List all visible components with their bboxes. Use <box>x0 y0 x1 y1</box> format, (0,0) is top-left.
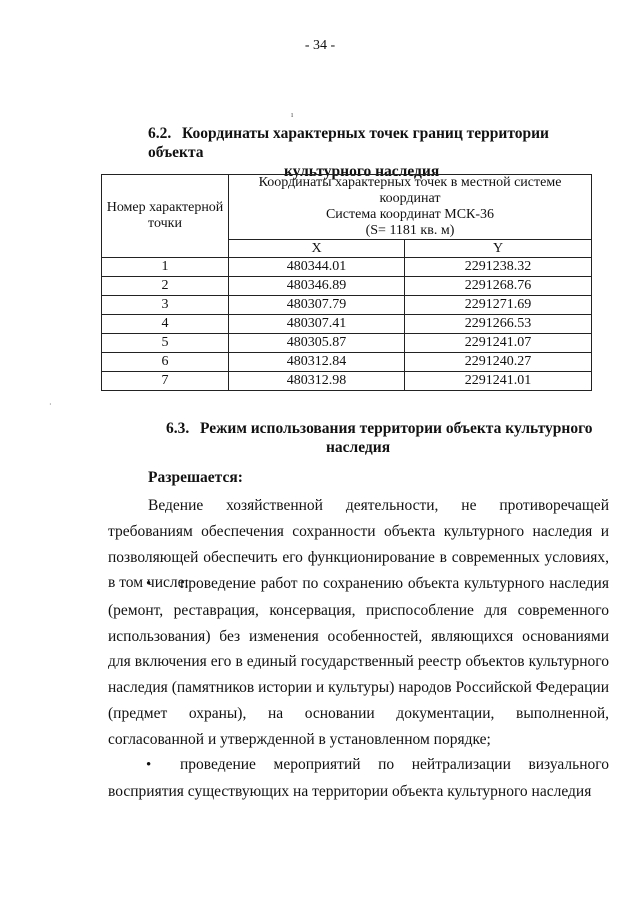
cell-point: 4 <box>102 315 229 334</box>
cell-y: 2291238.32 <box>405 258 592 277</box>
section-title-line: культурного наследия <box>284 163 440 180</box>
table-row <box>102 258 592 277</box>
scan-mark: ı <box>291 110 294 119</box>
bullet-icon <box>108 571 180 598</box>
cell-y: 2291241.01 <box>405 372 592 391</box>
table-row <box>102 315 592 334</box>
section-title-line: Режим использования территории объекта культурного <box>200 420 593 437</box>
header-x: X <box>229 240 405 258</box>
section-number: 6.3. <box>166 420 190 437</box>
page-number: - 34 - <box>304 38 336 53</box>
table-row <box>102 372 592 391</box>
header-point-number: Номер характерной точки <box>102 175 229 258</box>
table-row <box>102 296 592 315</box>
table-row <box>102 277 592 296</box>
cell-point: 6 <box>102 353 229 372</box>
cell-y: 2291266.53 <box>405 315 592 334</box>
cell-x: 480344.01 <box>229 258 405 277</box>
header-line: (S= 1181 кв. м) <box>365 223 455 238</box>
cell-y: 2291271.69 <box>405 296 592 315</box>
cell-point: 5 <box>102 334 229 353</box>
cell-point: 2 <box>102 277 229 296</box>
section-title-line: наследия <box>326 439 391 456</box>
cell-y: 2291240.27 <box>405 353 592 372</box>
cell-x: 480312.84 <box>229 353 405 372</box>
cell-x: 480305.87 <box>229 334 405 353</box>
bullet-icon <box>108 752 180 779</box>
header-line: Координаты характерных точек в местной системе <box>258 175 562 190</box>
section-heading-6-3 <box>166 419 606 457</box>
header-y: Y <box>405 240 592 258</box>
header-line: Система координат МСК-36 <box>325 207 495 222</box>
cell-point: 1 <box>102 258 229 277</box>
section-heading-6-2 <box>148 124 608 181</box>
cell-point: 3 <box>102 296 229 315</box>
cell-point: 7 <box>102 372 229 391</box>
intro-paragraph: Ведение хозяйственной деятельности, не противоречащей требованиям обеспечения сохранности объекта культурного наследия и позволяющей обеспечить его функционирование в современных условиях, в том числе: <box>108 497 609 592</box>
cell-x: 480307.79 <box>229 296 405 315</box>
cell-x: 480312.98 <box>229 372 405 391</box>
table-row <box>102 334 592 353</box>
coordinates-table <box>101 174 592 391</box>
table-header-row <box>102 175 592 240</box>
scan-mark: · <box>49 400 52 409</box>
allowed-label: Разрешается: <box>148 469 243 486</box>
bullet-paragraph <box>108 752 609 805</box>
bullet-text: проведение мероприятий по нейтрализации визуального восприятия существующих на территории объекта культурного наследия <box>108 756 609 800</box>
section-title-line: Координаты характерных точек границ территории объекта <box>148 125 549 161</box>
header-line: координат <box>379 191 441 206</box>
cell-y: 2291268.76 <box>405 277 592 296</box>
cell-y: 2291241.07 <box>405 334 592 353</box>
cell-x: 480346.89 <box>229 277 405 296</box>
header-coordinate-system <box>229 175 592 240</box>
cell-x: 480307.41 <box>229 315 405 334</box>
section-number: 6.2. <box>148 125 172 142</box>
table-row <box>102 353 592 372</box>
bullet-paragraph <box>108 571 609 753</box>
bullet-text: проведение работ по сохранению объекта культурного наследия (ремонт, реставрация, консервация, приспособление для современного использования) без изменения особенностей, являющихся основаниями для включения его в единый государственный реестр объектов культурного наследия (памятников истории и культуры) народов Российской Федерации (предмет охраны), на основании документации, выполненной, согласованной и утвержденной в установленном порядке; <box>108 575 609 748</box>
